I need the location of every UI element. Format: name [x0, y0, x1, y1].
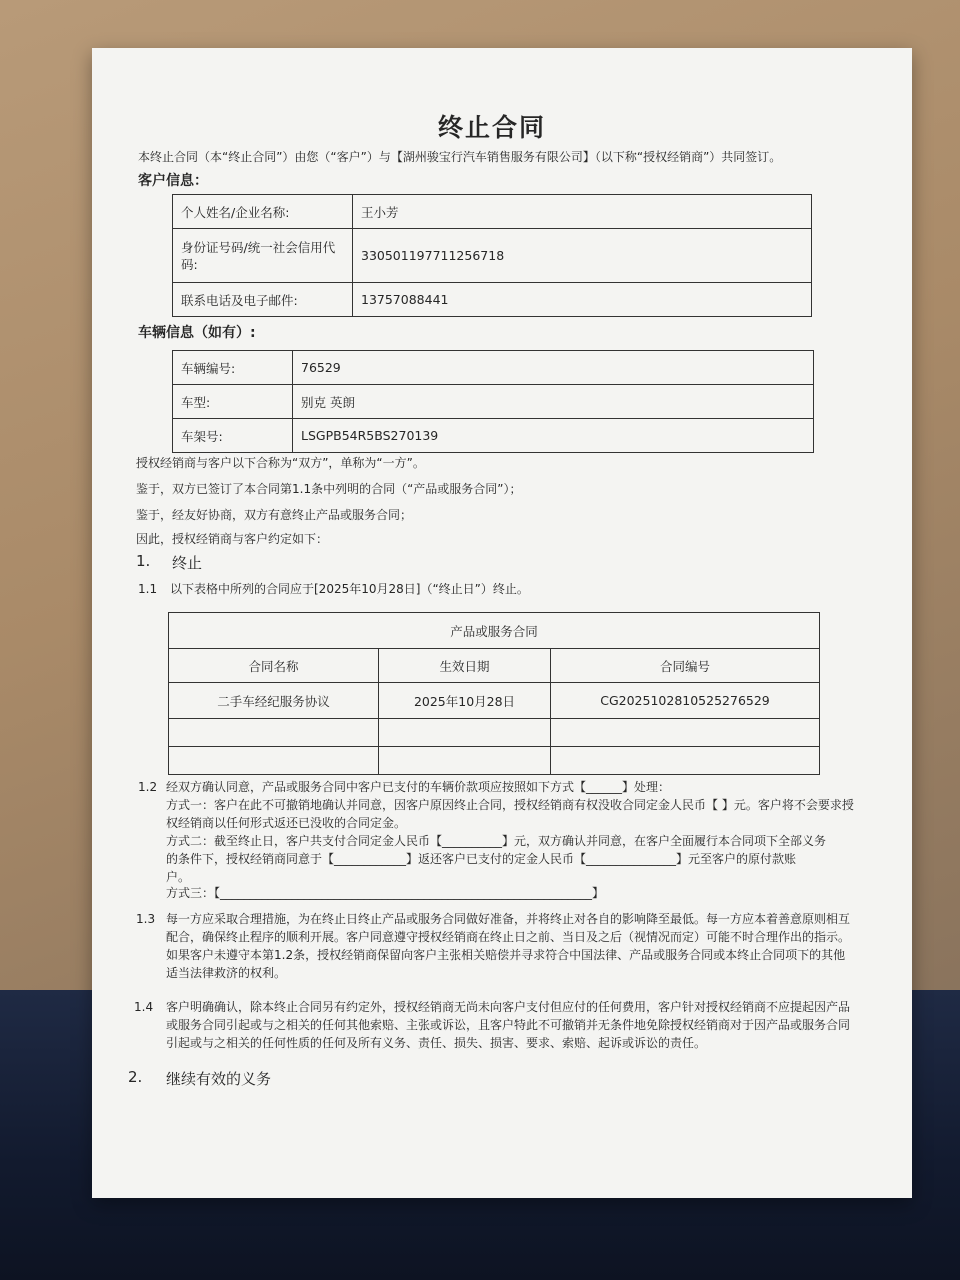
table-row: [173, 419, 814, 453]
whereas-clause-2: 鉴于，经友好协商，双方有意终止产品或服务合同；: [136, 508, 413, 522]
customer-section-heading: 客户信息：: [138, 173, 208, 189]
contract-table-caption: 产品或服务合同: [169, 613, 820, 649]
clause-1-1-number: 1.1: [138, 582, 158, 596]
vehicle-number-label: 车辆编号:: [173, 351, 293, 385]
table-row: [169, 683, 820, 719]
customer-phone-label: 联系电话及电子邮件:: [173, 283, 353, 317]
table-row: [173, 195, 812, 229]
vehicle-info-table: [172, 350, 814, 453]
therefore-clause: 因此，授权经销商与客户约定如下：: [136, 532, 329, 546]
clause-1-2-line-4: 方式二：截至终止日，客户共支付合同定金人民币【__________】元，双方确认并同意，在客户全面履行本合同项下全部义务: [166, 834, 827, 848]
table-row: [173, 229, 812, 283]
customer-phone-value: 13757088441: [353, 283, 812, 317]
clause-1-4-number: 1.4: [134, 1000, 154, 1014]
vehicle-section-heading: 车辆信息（如有）:: [138, 325, 256, 341]
table-row: [169, 649, 820, 683]
clause-1-1-text: 以下表格中所列的合同应于[2025年10月28日]（“终止日”）终止。: [170, 582, 529, 596]
clause-1-3-line-2: 配合，确保终止程序的顺利开展。客户同意遵守授权经销商在终止日之前、当日及之后（视情况而定）可能不时合理作出的指示。: [166, 930, 851, 944]
clause-1-3-line-4: 适当法律救济的权利。: [166, 966, 287, 980]
section-2-title: 继续有效的义务: [166, 1070, 272, 1088]
clause-1-3-number: 1.3: [136, 912, 156, 926]
section-2-number: 2.: [128, 1068, 143, 1086]
header-contract-name: 合同名称: [169, 649, 379, 683]
customer-info-table: [172, 194, 812, 317]
clause-1-2-line-5: 的条件下，授权经销商同意于【____________】返还客户已支付的定金人民币【_______________】元至客户的原付款账: [166, 852, 797, 866]
cell-contract-name: 二手车经纪服务协议: [169, 683, 379, 719]
header-contract-number: 合同编号: [551, 649, 820, 683]
customer-name-value: 王小芳: [353, 195, 812, 229]
table-row: [169, 613, 820, 649]
clause-1-3-line-3: 如果客户未遵守本第1.2条，授权经销商保留向客户主张相关赔偿并寻求符合中国法律、产品或服务合同或本终止合同项下的其他: [166, 948, 846, 962]
clause-1-2-line-2: 方式一：客户在此不可撤销地确认并同意，因客户原因终止合同，授权经销商有权没收合同定金人民币【 】元。客户将不会要求授: [166, 798, 854, 812]
contract-table: [168, 612, 820, 775]
customer-name-label: 个人姓名/企业名称:: [173, 195, 353, 229]
customer-id-value: 330501197711256718: [353, 229, 812, 283]
document-title: 终止合同: [437, 113, 546, 142]
header-effective-date: 生效日期: [379, 649, 551, 683]
vehicle-model-value: 别克 英朗: [293, 385, 814, 419]
clause-1-2-line-3: 权经销商以任何形式返还已没收的合同定金。: [166, 816, 407, 830]
section-1-title: 终止: [172, 554, 203, 572]
clause-1-2-line-1: 经双方确认同意，产品或服务合同中客户已支付的车辆价款项应按照如下方式【______】处理：: [166, 780, 671, 794]
vehicle-model-label: 车型:: [173, 385, 293, 419]
clause-1-4-line-2: 或服务合同引起或与之相关的任何其他索赔、主张或诉讼，且客户特此不可撤销并无条件地免除授权经销商对于因产品或服务合同: [166, 1018, 851, 1032]
table-row: [173, 385, 814, 419]
cell-contract-number: CG2025102810525276529: [551, 683, 820, 719]
cell-effective-date: 2025年10月28日: [379, 683, 551, 719]
clause-1-3-line-1: 每一方应采取合理措施，为在终止日终止产品或服务合同做好准备，并将终止对各自的影响降至最低。每一方应本着善意原则相互: [166, 912, 851, 926]
clause-1-4-line-1: 客户明确确认，除本终止合同另有约定外，授权经销商无尚未向客户支付但应付的任何费用，客户针对授权经销商不应提起因产品: [166, 1000, 851, 1014]
section-1-number: 1.: [136, 552, 151, 570]
table-row: [173, 351, 814, 385]
clause-1-2-line-6: 户。: [166, 870, 191, 884]
vehicle-number-value: 76529: [293, 351, 814, 385]
contract-paper: [92, 48, 912, 1198]
table-row: [173, 283, 812, 317]
clause-1-4-line-3: 引起或与之相关的任何性质的任何及所有义务、责任、损失、损害、要求、索赔、起诉或诉讼的责任。: [166, 1036, 707, 1050]
vehicle-vin-label: 车架号:: [173, 419, 293, 453]
customer-id-label: 身份证号码/统一社会信用代码:: [173, 229, 353, 283]
intro-paragraph: 本终止合同（本“终止合同”）由您（“客户”）与【湖州骏宝行汽车销售服务有限公司】（以下称“授权经销商”）共同签订。: [138, 150, 782, 164]
vehicle-vin-value: LSGPB54R5BS270139: [293, 419, 814, 453]
parties-definition: 授权经销商与客户以下合称为“双方”，单称为“一方”。: [136, 456, 425, 470]
table-row: [169, 719, 820, 747]
table-row: [169, 747, 820, 775]
whereas-clause-1: 鉴于，双方已签订了本合同第1.1条中列明的合同（“产品或服务合同”）；: [136, 482, 522, 496]
clause-1-2-number: 1.2: [138, 780, 158, 794]
clause-1-2-line-7: 方式三：【______________________________________________________________】: [166, 886, 605, 900]
